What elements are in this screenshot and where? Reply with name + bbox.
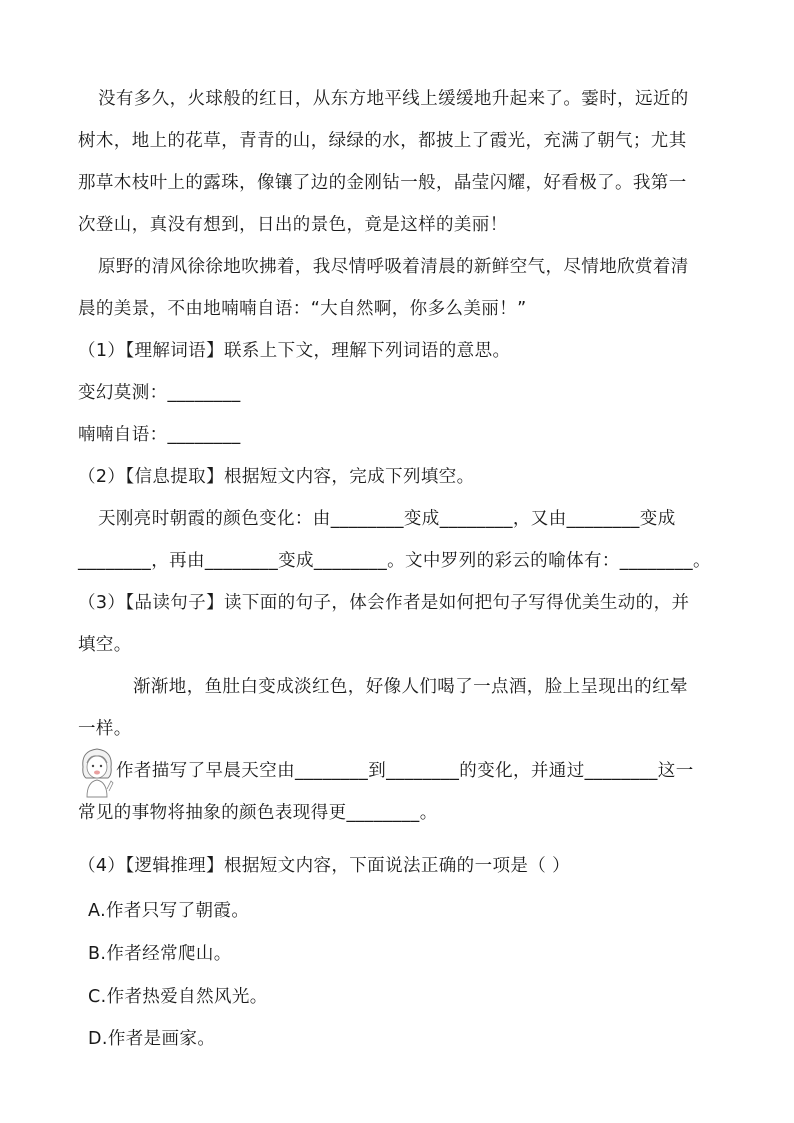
question-1-title: （1）【理解词语】联系上下文，理解下列词语的意思。 xyxy=(78,341,511,361)
question-3-quote-line2: 一样。 xyxy=(78,719,132,739)
passage-p1-line2: 树木，地上的花草，青青的山，绿绿的水，都披上了霞光，充满了朝气；尤其 xyxy=(78,131,687,151)
question-3-quote-line1: 渐渐地，鱼肚白变成淡红色，好像人们喝了一点酒，脸上呈现出的红晕 xyxy=(133,677,688,697)
question-3-title-line1: （3）【品读句子】读下面的句子，体会作者是如何把句子写得优美生动的，并 xyxy=(78,593,690,613)
question-1-item-2: 喃喃自语：________ xyxy=(78,425,241,445)
question-3-fill-line1: 作者描写了早晨天空由________到________的变化，并通过________这一 xyxy=(116,761,694,781)
question-2-line1: 天刚亮时朝霞的颜色变化：由________变成________，又由________变成 xyxy=(98,509,676,529)
passage-p1-line4: 次登山，真没有想到，日出的景色，竟是这样的美丽！ xyxy=(78,215,508,235)
girl-avatar-icon xyxy=(78,745,116,799)
question-4-title: （4）【逻辑推理】根据短文内容，下面说法正确的一项是（ ） xyxy=(78,856,571,876)
question-2-line2: ________，再由________变成________。文中罗列的彩云的喻体有：________。 xyxy=(78,551,711,571)
passage-p1-line1: 没有多久，火球般的红日，从东方地平线上缓缓地升起来了。霎时，远近的 xyxy=(98,89,689,109)
question-2-title: （2）【信息提取】根据短文内容，完成下列填空。 xyxy=(78,467,475,487)
question-3-fill-line2: 常见的事物将抽象的颜色表现得更________。 xyxy=(78,803,438,823)
question-3-title-line2: 填空。 xyxy=(78,635,132,655)
option-b[interactable]: B.作者经常爬山。 xyxy=(88,944,232,964)
passage-p2-line1: 原野的清风徐徐地吹拂着，我尽情呼吸着清晨的新鲜空气，尽情地欣赏着清 xyxy=(98,257,689,277)
option-a[interactable]: A.作者只写了朝霞。 xyxy=(88,901,250,921)
question-1-item-1: 变幻莫测：________ xyxy=(78,383,241,403)
passage-p2-line2: 晨的美景，不由地喃喃自语：“大自然啊，你多么美丽！” xyxy=(78,299,527,319)
option-c[interactable]: C.作者热爱自然风光。 xyxy=(88,987,268,1007)
option-d[interactable]: D.作者是画家。 xyxy=(88,1029,216,1049)
passage-p1-line3: 那草木枝叶上的露珠，像镶了边的金刚钻一般，晶莹闪耀，好看极了。我第一 xyxy=(78,173,687,193)
